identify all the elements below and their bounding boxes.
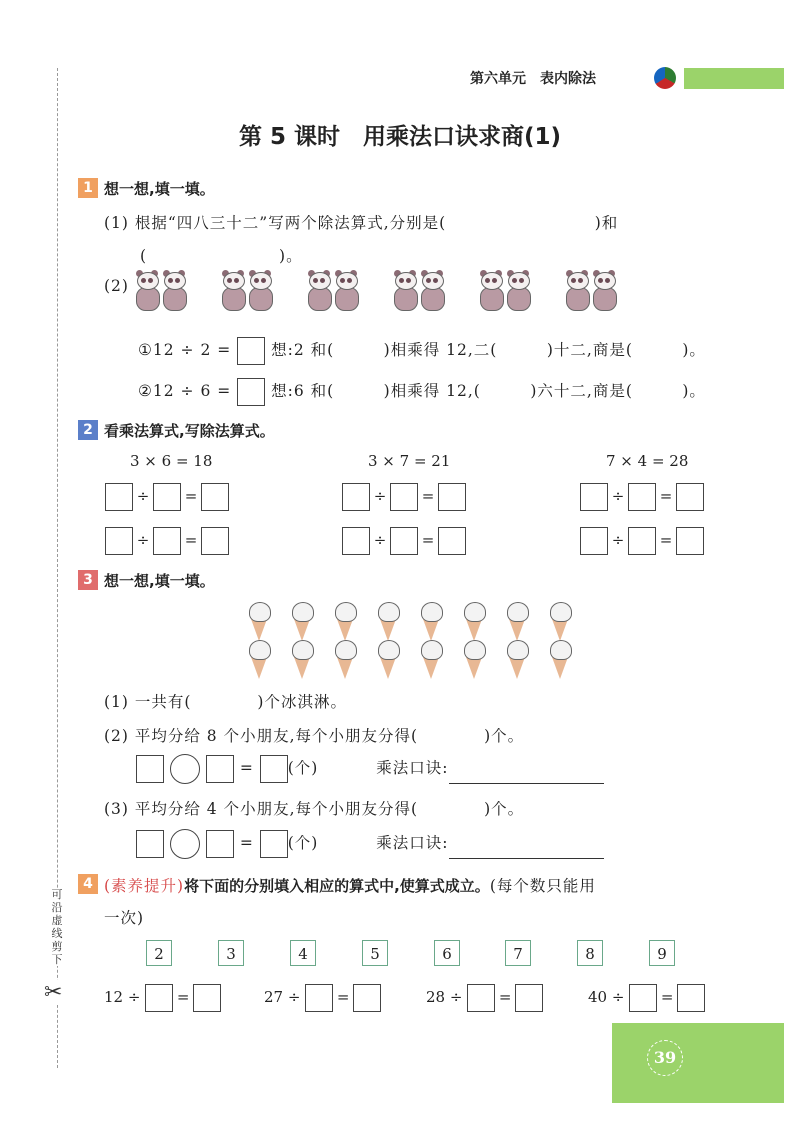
page-corner bbox=[612, 1023, 784, 1103]
question-4-note-cont: 一次) bbox=[104, 909, 145, 927]
q1-row1 bbox=[138, 337, 706, 365]
q4-equation bbox=[104, 984, 221, 1012]
q1-row2 bbox=[138, 378, 706, 406]
rhyme-answer-line[interactable] bbox=[449, 769, 604, 784]
equals-sign: = bbox=[498, 988, 512, 1006]
equals-sign: = bbox=[176, 988, 190, 1006]
question-number-2: 2 bbox=[78, 420, 98, 440]
q1-row2-left: ②12 ÷ 6 = bbox=[138, 382, 232, 400]
ice-cream-icon bbox=[418, 602, 444, 642]
equals-sign: = bbox=[239, 834, 254, 852]
operator-circle[interactable] bbox=[170, 829, 200, 859]
rhyme-label: 乘法口诀: bbox=[376, 834, 449, 852]
number-card[interactable]: 5 bbox=[362, 940, 388, 966]
q3-part2-equation bbox=[136, 754, 604, 784]
q3-part2: (2) 平均分给 8 个小朋友,每个小朋友分得( )个。 bbox=[104, 727, 525, 745]
dividend: 28 ÷ bbox=[426, 988, 463, 1006]
scissors-icon: ✂ bbox=[44, 980, 63, 1005]
ice-cream-icon bbox=[461, 602, 487, 642]
division-row bbox=[580, 527, 704, 555]
unit-label: (个) bbox=[287, 834, 319, 852]
division-row bbox=[342, 527, 466, 555]
question-number-3: 3 bbox=[78, 570, 98, 590]
answer-box[interactable] bbox=[136, 755, 164, 783]
ice-cream-icon bbox=[289, 640, 315, 680]
panda-group bbox=[134, 272, 618, 316]
ice-cream-icon bbox=[289, 602, 315, 642]
equals-sign: = bbox=[336, 988, 350, 1006]
answer-box[interactable] bbox=[342, 483, 370, 511]
q4-equation bbox=[588, 984, 705, 1012]
number-card[interactable]: 6 bbox=[434, 940, 460, 966]
answer-box[interactable] bbox=[628, 527, 656, 555]
answer-box[interactable] bbox=[629, 984, 657, 1012]
answer-box[interactable] bbox=[628, 483, 656, 511]
ice-cream-icon bbox=[246, 602, 272, 642]
number-card[interactable]: 2 bbox=[146, 940, 172, 966]
ice-cream-row-2 bbox=[246, 640, 590, 684]
rhyme-answer-line[interactable] bbox=[449, 844, 604, 859]
ice-cream-icon bbox=[547, 602, 573, 642]
number-card[interactable]: 4 bbox=[290, 940, 316, 966]
topic-label: 表内除法 bbox=[540, 71, 596, 87]
q1-row2-right: 想:6 和( )相乘得 12,( )六十二,商是( )。 bbox=[271, 382, 706, 400]
answer-box[interactable] bbox=[201, 527, 229, 555]
divide-sign: ÷ bbox=[373, 531, 387, 549]
equals-sign: = bbox=[239, 759, 254, 777]
ice-cream-icon bbox=[504, 602, 530, 642]
multiplication-formula: 7 × 4 = 28 bbox=[606, 452, 689, 470]
divide-sign: ÷ bbox=[136, 531, 150, 549]
number-card[interactable]: 9 bbox=[649, 940, 675, 966]
answer-box[interactable] bbox=[580, 527, 608, 555]
equals-sign: = bbox=[659, 531, 673, 549]
answer-box[interactable] bbox=[153, 527, 181, 555]
ice-cream-icon bbox=[332, 602, 358, 642]
answer-box[interactable] bbox=[438, 483, 466, 511]
ice-cream-icon bbox=[246, 640, 272, 680]
answer-box[interactable] bbox=[193, 984, 221, 1012]
cut-instruction: 可沿虚线剪下 bbox=[48, 888, 66, 966]
answer-box[interactable] bbox=[260, 830, 288, 858]
dividend: 12 ÷ bbox=[104, 988, 141, 1006]
panda-icon bbox=[478, 272, 504, 312]
answer-box[interactable] bbox=[237, 378, 265, 406]
equals-sign: = bbox=[421, 531, 435, 549]
panda-icon bbox=[333, 272, 359, 312]
answer-box[interactable] bbox=[676, 483, 704, 511]
answer-box[interactable] bbox=[201, 483, 229, 511]
lesson-title: 第 5 课时 用乘法口诀求商(1) bbox=[238, 124, 562, 150]
answer-box[interactable] bbox=[237, 337, 265, 365]
q4-equation bbox=[264, 984, 381, 1012]
question-3-heading: 想一想,填一填。 bbox=[104, 572, 215, 590]
dividend: 40 ÷ bbox=[588, 988, 625, 1006]
unit-label: (个) bbox=[287, 759, 319, 777]
page-header bbox=[470, 68, 610, 88]
color-ball-icon bbox=[654, 67, 676, 89]
answer-box[interactable] bbox=[105, 527, 133, 555]
division-row bbox=[105, 483, 229, 511]
ice-cream-icon bbox=[332, 640, 358, 680]
ice-cream-icon bbox=[375, 602, 401, 642]
divide-sign: ÷ bbox=[611, 531, 625, 549]
ice-cream-icon bbox=[547, 640, 573, 680]
question-2-heading: 看乘法算式,写除法算式。 bbox=[104, 422, 275, 440]
answer-box[interactable] bbox=[353, 984, 381, 1012]
panda-icon bbox=[220, 272, 246, 312]
answer-box[interactable] bbox=[677, 984, 705, 1012]
ice-cream-icon bbox=[418, 640, 444, 680]
answer-box[interactable] bbox=[390, 527, 418, 555]
divide-sign: ÷ bbox=[611, 487, 625, 505]
answer-box[interactable] bbox=[467, 984, 495, 1012]
panda-icon bbox=[247, 272, 273, 312]
equals-sign: = bbox=[659, 487, 673, 505]
answer-box[interactable] bbox=[438, 527, 466, 555]
question-number-4: 4 bbox=[78, 874, 98, 894]
answer-box[interactable] bbox=[105, 483, 133, 511]
quality-tag: (素养提升) bbox=[104, 877, 185, 895]
answer-box[interactable] bbox=[206, 830, 234, 858]
answer-box[interactable] bbox=[676, 527, 704, 555]
q3-part1: (1) 一共有( )个冰淇淋。 bbox=[104, 693, 347, 711]
panda-icon bbox=[392, 272, 418, 312]
equals-sign: = bbox=[660, 988, 674, 1006]
ice-cream-icon bbox=[504, 640, 530, 680]
answer-box[interactable] bbox=[342, 527, 370, 555]
division-row bbox=[105, 527, 229, 555]
answer-box[interactable] bbox=[515, 984, 543, 1012]
panda-icon bbox=[591, 272, 617, 312]
answer-box[interactable] bbox=[260, 755, 288, 783]
q1-part1-line1: (1) 根据“四八三十二”写两个除法算式,分别是( )和 bbox=[104, 214, 619, 232]
question-1-heading: 想一想,填一填。 bbox=[104, 180, 215, 198]
divide-sign: ÷ bbox=[136, 487, 150, 505]
panda-icon bbox=[419, 272, 445, 312]
answer-box[interactable] bbox=[580, 483, 608, 511]
panda-icon bbox=[161, 272, 187, 312]
equals-sign: = bbox=[184, 531, 198, 549]
answer-box[interactable] bbox=[136, 830, 164, 858]
panda-icon bbox=[134, 272, 160, 312]
question-4-instruction: 将下面的分别填入相应的算式中,使算式成立。 bbox=[184, 877, 490, 895]
q3-part3: (3) 平均分给 4 个小朋友,每个小朋友分得( )个。 bbox=[104, 800, 525, 818]
equals-sign: = bbox=[184, 487, 198, 505]
unit-label: 第六单元 bbox=[470, 71, 526, 87]
number-card[interactable]: 8 bbox=[577, 940, 603, 966]
answer-box[interactable] bbox=[153, 483, 181, 511]
q1-part2-label: (2) bbox=[104, 277, 129, 295]
operator-circle[interactable] bbox=[170, 754, 200, 784]
ice-cream-icon bbox=[461, 640, 487, 680]
header-bar bbox=[684, 68, 784, 89]
answer-box[interactable] bbox=[305, 984, 333, 1012]
q3-part3-equation bbox=[136, 829, 604, 859]
multiplication-formula: 3 × 6 = 18 bbox=[130, 452, 213, 470]
q1-part1-line2: ( )。 bbox=[140, 247, 303, 265]
panda-icon bbox=[306, 272, 332, 312]
divide-sign: ÷ bbox=[373, 487, 387, 505]
multiplication-formula: 3 × 7 = 21 bbox=[368, 452, 451, 470]
dividend: 27 ÷ bbox=[264, 988, 301, 1006]
answer-box[interactable] bbox=[206, 755, 234, 783]
question-number-1: 1 bbox=[78, 178, 98, 198]
question-4-heading bbox=[104, 874, 596, 896]
number-card[interactable]: 3 bbox=[218, 940, 244, 966]
panda-icon bbox=[564, 272, 590, 312]
answer-box[interactable] bbox=[390, 483, 418, 511]
rhyme-label: 乘法口诀: bbox=[376, 759, 449, 777]
page-number: 39 bbox=[647, 1040, 683, 1076]
q4-equation bbox=[426, 984, 543, 1012]
q1-row1-left: ①12 ÷ 2 = bbox=[138, 341, 232, 359]
panda-icon bbox=[505, 272, 531, 312]
q1-row1-right: 想:2 和( )相乘得 12,二( )十二,商是( )。 bbox=[271, 341, 706, 359]
division-row bbox=[580, 483, 704, 511]
question-4-note: (每个数只能用 bbox=[489, 877, 596, 895]
equals-sign: = bbox=[421, 487, 435, 505]
answer-box[interactable] bbox=[145, 984, 173, 1012]
number-card[interactable]: 7 bbox=[505, 940, 531, 966]
ice-cream-icon bbox=[375, 640, 401, 680]
division-row bbox=[342, 483, 466, 511]
